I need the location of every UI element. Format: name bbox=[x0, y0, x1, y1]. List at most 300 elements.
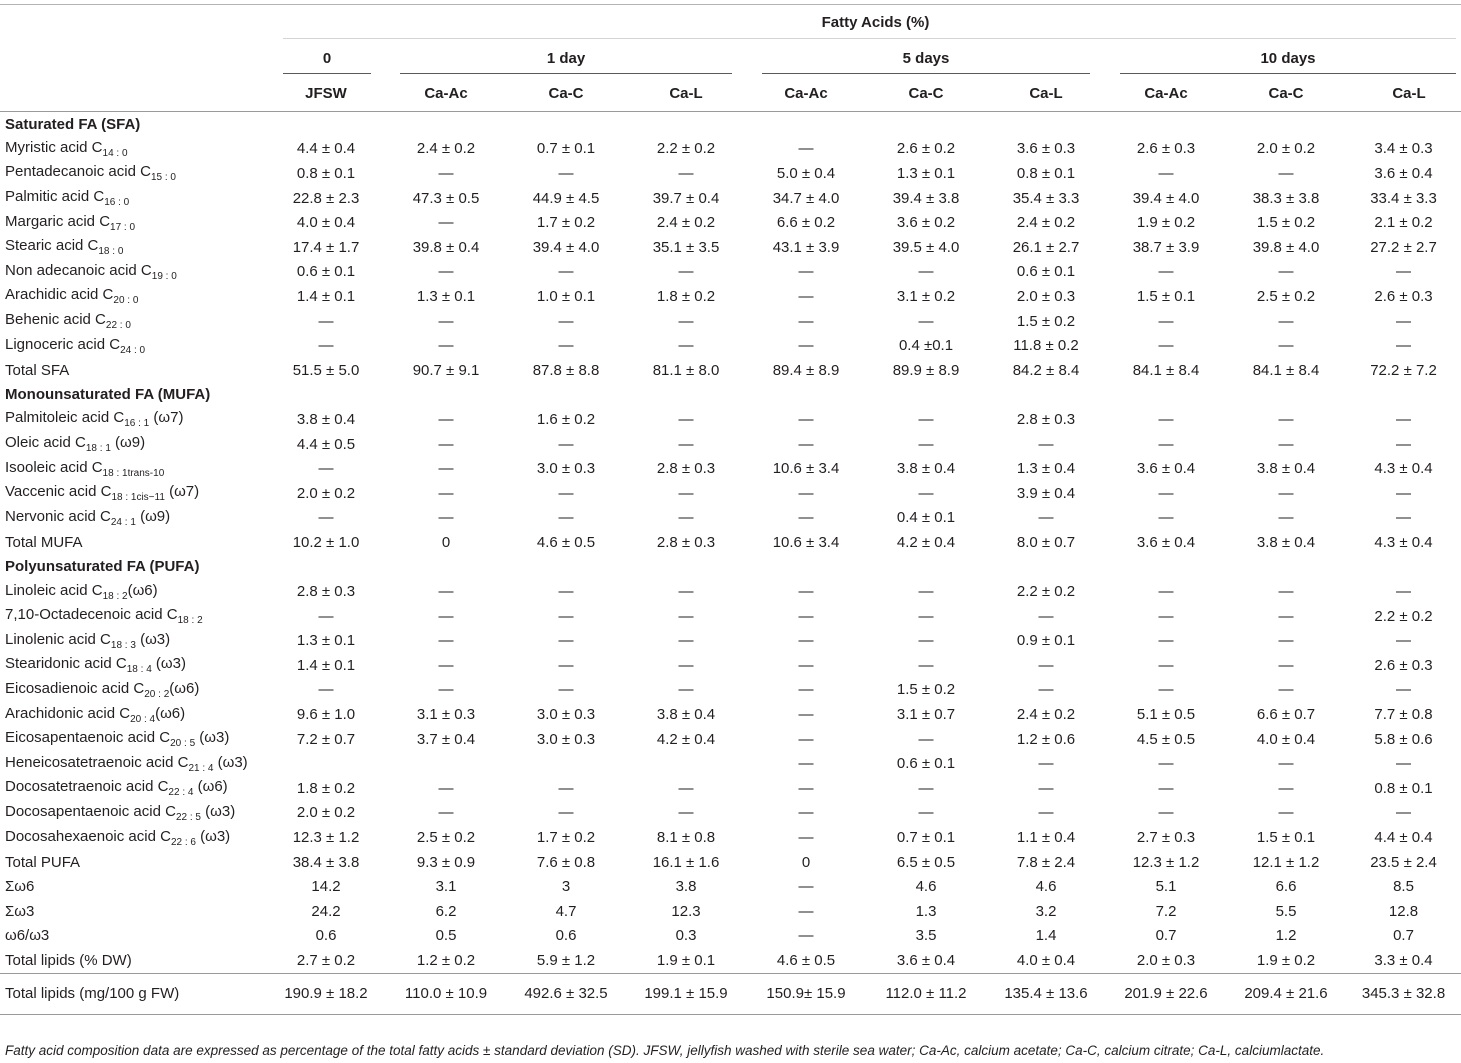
table-cell: — bbox=[918, 263, 934, 281]
table-row bbox=[0, 604, 1461, 629]
table-cell: 0.7 bbox=[1155, 927, 1177, 945]
table-cell: 1.4 ± 0.1 bbox=[296, 287, 356, 305]
carbon-notation: 18 : 0 bbox=[98, 246, 124, 258]
fatty-acid-name: Arachidic acid C bbox=[5, 286, 114, 304]
table-cell: 23.5 ± 2.4 bbox=[1370, 853, 1437, 871]
table-cell: — bbox=[1158, 410, 1174, 428]
table-cell: 4.6 bbox=[915, 878, 937, 896]
table-cell: 2.6 ± 0.2 bbox=[896, 140, 956, 158]
table-cell: 1.8 ± 0.2 bbox=[656, 287, 716, 305]
table-cell: 39.8 ± 4.0 bbox=[1252, 238, 1320, 256]
table-cell: — bbox=[798, 804, 814, 822]
carbon-notation: 15 : 0 bbox=[150, 172, 176, 184]
table-cell: 2.8 ± 0.3 bbox=[656, 460, 716, 478]
table-cell: — bbox=[1038, 435, 1054, 453]
table-cell: — bbox=[1278, 337, 1294, 355]
table-cell: 1.8 ± 0.2 bbox=[296, 779, 356, 797]
table-row bbox=[0, 653, 1461, 678]
table-row bbox=[0, 137, 1461, 162]
table-cell: — bbox=[438, 460, 454, 478]
table-cell: 12.3 bbox=[671, 902, 701, 920]
carbon-notation: 20 : 0 bbox=[113, 295, 139, 307]
carbon-notation: 22 : 6 bbox=[170, 836, 196, 848]
table-cell: 8.0 ± 0.7 bbox=[1016, 533, 1076, 551]
column-header: Ca-Ac bbox=[424, 85, 468, 102]
table-cell: — bbox=[558, 337, 574, 355]
table-cell: — bbox=[1396, 583, 1412, 601]
fatty-acid-name: Heneicosatetraenoic acid C bbox=[5, 753, 189, 771]
table-cell: 7.7 ± 0.8 bbox=[1374, 706, 1433, 724]
carbon-notation: 18 : 2 bbox=[177, 615, 203, 627]
table-cell: 0.6 ± 0.1 bbox=[296, 263, 356, 281]
table-cell: — bbox=[1038, 607, 1054, 625]
row-label bbox=[0, 702, 266, 727]
table-cell: 89.4 ± 8.9 bbox=[772, 361, 840, 379]
table-cell: — bbox=[1038, 681, 1054, 699]
table-cell: — bbox=[798, 927, 814, 945]
fatty-acid-name: Total lipids (mg/100 g FW) bbox=[5, 985, 180, 1003]
table-cell: — bbox=[918, 632, 934, 650]
table-cell: 4.6 bbox=[1035, 878, 1057, 896]
table-cell: — bbox=[438, 484, 454, 502]
table-cell: 2.8 ± 0.3 bbox=[656, 533, 716, 551]
table-cell: 4.4 ± 0.5 bbox=[296, 435, 356, 453]
table-cell: 7.8 ± 2.4 bbox=[1016, 853, 1076, 871]
table-cell: — bbox=[558, 607, 574, 625]
table-cell: — bbox=[918, 410, 934, 428]
table-cell: 27.2 ± 2.7 bbox=[1370, 238, 1437, 256]
table-cell: 2.7 ± 0.2 bbox=[296, 951, 356, 969]
omega-class: (ω3) bbox=[195, 827, 231, 845]
table-cell: 2.0 ± 0.2 bbox=[296, 804, 356, 822]
table-cell: 0.6 ± 0.1 bbox=[1016, 263, 1076, 281]
table-cell: 6.2 bbox=[435, 902, 457, 920]
table-row bbox=[0, 456, 1461, 481]
table-cell: 3.1 ± 0.7 bbox=[896, 706, 956, 724]
column-header: Ca-C bbox=[908, 85, 944, 102]
table-cell: — bbox=[438, 164, 454, 182]
section-row bbox=[0, 383, 1461, 408]
table-cell: 2.4 ± 0.2 bbox=[416, 140, 476, 158]
table-cell: 0.5 bbox=[435, 927, 457, 945]
carbon-notation: 24 : 0 bbox=[120, 344, 146, 356]
table-cell: 199.1 ± 15.9 bbox=[626, 973, 746, 1014]
table-cell: — bbox=[798, 583, 814, 601]
table-cell: 3.4 ± 0.3 bbox=[1374, 140, 1433, 158]
fatty-acid-name: Σω6 bbox=[5, 878, 35, 896]
table-cell: 2.2 ± 0.2 bbox=[1016, 583, 1076, 601]
table-cell: — bbox=[1158, 607, 1174, 625]
table-cell: 1.4 bbox=[1035, 927, 1057, 945]
row-label bbox=[0, 530, 266, 555]
fatty-acid-name: 7,10-Octadecenoic acid C bbox=[5, 606, 178, 624]
section-label: Polyunsaturated FA (PUFA) bbox=[5, 558, 200, 576]
row-label bbox=[0, 358, 266, 383]
table-cell: 112.0 ± 11.2 bbox=[866, 973, 986, 1014]
table-body bbox=[0, 112, 1461, 1015]
table-cell: 3.6 ± 0.4 bbox=[1136, 460, 1196, 478]
row-label bbox=[0, 801, 266, 826]
table-cell: — bbox=[558, 164, 574, 182]
table-cell: — bbox=[798, 337, 814, 355]
table-cell: — bbox=[678, 779, 694, 797]
table-cell bbox=[386, 751, 506, 776]
table-cell: — bbox=[918, 804, 934, 822]
omega-class: (ω3) bbox=[195, 729, 230, 747]
table-cell: 1.5 ± 0.2 bbox=[896, 681, 956, 699]
table-cell: 4.6 ± 0.5 bbox=[536, 533, 596, 551]
table-cell bbox=[506, 751, 626, 776]
fatty-acid-name: Palmitic acid C bbox=[5, 188, 105, 206]
table-cell: 3.7 ± 0.4 bbox=[416, 730, 476, 748]
table-cell: 1.9 ± 0.2 bbox=[1136, 214, 1196, 232]
table-cell: — bbox=[1158, 656, 1174, 674]
table-cell: 2.6 ± 0.3 bbox=[1374, 656, 1433, 674]
omega-class: (ω3) bbox=[135, 630, 171, 648]
table-cell: 8.1 ± 0.8 bbox=[656, 829, 716, 847]
title-rule bbox=[283, 38, 1456, 39]
row-label bbox=[0, 776, 266, 801]
table-cell: 4.4 ± 0.4 bbox=[1374, 829, 1433, 847]
table-cell: — bbox=[1158, 779, 1174, 797]
table-cell: 3.2 bbox=[1035, 902, 1057, 920]
table-cell: — bbox=[1278, 607, 1294, 625]
fatty-acid-name: Behenic acid C bbox=[5, 311, 106, 329]
table-cell: 345.3 ± 32.8 bbox=[1346, 973, 1461, 1014]
column-header: Ca-Ac bbox=[784, 85, 828, 102]
row-label bbox=[0, 456, 266, 481]
row-label bbox=[0, 137, 266, 162]
table-cell: — bbox=[1158, 632, 1174, 650]
table-row bbox=[0, 186, 1461, 211]
table-cell: — bbox=[558, 779, 574, 797]
carbon-notation: 22 : 0 bbox=[105, 320, 131, 332]
omega-class: (ω7) bbox=[149, 409, 184, 427]
table-cell: 47.3 ± 0.5 bbox=[412, 189, 480, 207]
table-cell: 8.5 bbox=[1393, 878, 1414, 896]
table-cell: 3.3 ± 0.4 bbox=[1374, 951, 1433, 969]
table-row bbox=[0, 284, 1461, 309]
table-cell: 150.9± 15.9 bbox=[746, 973, 866, 1014]
table-cell: — bbox=[318, 607, 334, 625]
table-cell: — bbox=[918, 583, 934, 601]
table-cell: 5.0 ± 0.4 bbox=[776, 164, 836, 182]
column-header: Ca-Ac bbox=[1144, 85, 1188, 102]
fatty-acid-name: Docosatetraenoic acid C bbox=[5, 778, 169, 796]
table-cell: 3.8 ± 0.4 bbox=[296, 410, 356, 428]
table-row bbox=[0, 850, 1461, 875]
table-row bbox=[0, 628, 1461, 653]
table-cell: — bbox=[558, 632, 574, 650]
table-cell: 0.8 ± 0.1 bbox=[296, 164, 356, 182]
table-cell: — bbox=[678, 164, 694, 182]
row-label bbox=[0, 579, 266, 604]
fatty-acid-name: Palmitoleic acid C bbox=[5, 409, 125, 427]
table-cell: 1.2 ± 0.2 bbox=[416, 951, 476, 969]
row-label bbox=[0, 432, 266, 457]
table-cell: — bbox=[918, 312, 934, 330]
table-cell: 9.6 ± 1.0 bbox=[296, 706, 356, 724]
table-cell: 1.7 ± 0.2 bbox=[536, 214, 596, 232]
table-cell: — bbox=[1278, 484, 1294, 502]
table-cell: — bbox=[798, 779, 814, 797]
table-cell: 0.6 bbox=[315, 927, 337, 945]
table-cell: 1.1 ± 0.4 bbox=[1016, 829, 1076, 847]
table-top-rule bbox=[0, 4, 1461, 5]
table-cell: 10.6 ± 3.4 bbox=[772, 533, 840, 551]
fatty-acid-name: Isooleic acid C bbox=[5, 458, 103, 476]
table-cell: 3.0 ± 0.3 bbox=[536, 706, 596, 724]
table-cell: 12.1 ± 1.2 bbox=[1252, 853, 1320, 871]
table-cell: — bbox=[1278, 755, 1294, 773]
table-cell: 81.1 ± 8.0 bbox=[652, 361, 720, 379]
table-cell: 1.3 ± 0.4 bbox=[1016, 460, 1076, 478]
table-cell: 35.1 ± 3.5 bbox=[652, 238, 720, 256]
table-cell: — bbox=[1278, 632, 1294, 650]
table-cell: 84.1 ± 8.4 bbox=[1252, 361, 1320, 379]
table-cell: 1.3 ± 0.1 bbox=[296, 632, 356, 650]
row-label bbox=[0, 628, 266, 653]
table-cell: — bbox=[678, 607, 694, 625]
table-cell: — bbox=[798, 755, 814, 773]
row-label bbox=[0, 874, 266, 899]
omega-class: (ω6) bbox=[193, 778, 228, 796]
carbon-notation: 18 : 3 bbox=[110, 639, 136, 651]
table-row bbox=[0, 235, 1461, 260]
table-cell: 38.3 ± 3.8 bbox=[1252, 189, 1320, 207]
carbon-notation: 18 : 1cis−11 bbox=[111, 492, 165, 504]
table-cell: 4.6 ± 0.5 bbox=[776, 951, 836, 969]
fatty-acid-table bbox=[0, 111, 1461, 1015]
table-cell: — bbox=[678, 312, 694, 330]
table-cell: 3.8 ± 0.4 bbox=[1256, 533, 1316, 551]
table-row bbox=[0, 751, 1461, 776]
row-label bbox=[0, 161, 266, 186]
table-cell: 84.2 ± 8.4 bbox=[1012, 361, 1080, 379]
table-cell: — bbox=[1396, 435, 1412, 453]
table-cell: 2.5 ± 0.2 bbox=[416, 829, 476, 847]
table-row bbox=[0, 874, 1461, 899]
table-cell: 0.7 bbox=[1393, 927, 1414, 945]
row-label bbox=[0, 235, 266, 260]
table-cell: — bbox=[1158, 164, 1174, 182]
table-cell: — bbox=[798, 607, 814, 625]
table-cell: — bbox=[918, 484, 934, 502]
row-label bbox=[0, 727, 266, 752]
table-cell: — bbox=[1038, 755, 1054, 773]
table-cell: — bbox=[1158, 337, 1174, 355]
row-label bbox=[0, 284, 266, 309]
group-rule-0 bbox=[283, 73, 371, 74]
table-cell: 110.0 ± 10.9 bbox=[386, 973, 506, 1014]
fatty-acid-name: Total lipids (% DW) bbox=[5, 951, 132, 969]
table-cell: — bbox=[438, 337, 454, 355]
table-cell: 6.6 ± 0.7 bbox=[1256, 706, 1316, 724]
table-cell: 1.5 ± 0.1 bbox=[1136, 287, 1196, 305]
column-header: Ca-C bbox=[548, 85, 584, 102]
table-cell: — bbox=[918, 779, 934, 797]
table-cell: 35.4 ± 3.3 bbox=[1012, 189, 1080, 207]
carbon-notation: 18 : 4 bbox=[126, 664, 152, 676]
table-cell: 5.5 bbox=[1275, 902, 1297, 920]
table-cell: 12.3 ± 1.2 bbox=[1132, 853, 1200, 871]
table-cell: 39.5 ± 4.0 bbox=[892, 238, 960, 256]
group-rule-1-day bbox=[400, 73, 732, 74]
table-cell: — bbox=[318, 460, 334, 478]
row-label bbox=[0, 850, 266, 875]
table-cell: 11.8 ± 0.2 bbox=[1013, 337, 1079, 355]
fatty-acid-name: Eicosadienoic acid C bbox=[5, 679, 145, 697]
table-cell: 17.4 ± 1.7 bbox=[292, 238, 360, 256]
table-cell: 84.1 ± 8.4 bbox=[1132, 361, 1200, 379]
table-cell: — bbox=[678, 656, 694, 674]
table-cell: 5.1 ± 0.5 bbox=[1136, 706, 1196, 724]
table-cell: 87.8 ± 8.8 bbox=[532, 361, 600, 379]
table-cell: 1.4 ± 0.1 bbox=[296, 656, 356, 674]
table-cell: 0.8 ± 0.1 bbox=[1374, 779, 1433, 797]
fatty-acid-name: Oleic acid C bbox=[5, 434, 86, 452]
table-cell: — bbox=[678, 509, 694, 527]
table-row bbox=[0, 825, 1461, 850]
row-label bbox=[0, 751, 266, 776]
table-cell: — bbox=[1396, 263, 1412, 281]
table-cell: — bbox=[1396, 681, 1412, 699]
table-cell: — bbox=[798, 435, 814, 453]
table-cell: 4.0 ± 0.4 bbox=[296, 214, 356, 232]
table-cell: 1.3 ± 0.1 bbox=[416, 287, 476, 305]
row-label bbox=[0, 407, 266, 432]
table-cell: 9.3 ± 0.9 bbox=[416, 853, 476, 871]
table-row bbox=[0, 481, 1461, 506]
table-cell: 1.9 ± 0.2 bbox=[1256, 951, 1316, 969]
table-cell: 43.1 ± 3.9 bbox=[772, 238, 840, 256]
column-header: Ca-L bbox=[1029, 85, 1063, 102]
fatty-acid-name: Lignoceric acid C bbox=[5, 335, 121, 353]
table-cell: — bbox=[1278, 583, 1294, 601]
table-cell: — bbox=[1038, 779, 1054, 797]
table-cell: — bbox=[1278, 509, 1294, 527]
table-cell: — bbox=[798, 312, 814, 330]
fatty-acid-name: Docosahexaenoic acid C bbox=[5, 827, 171, 845]
fatty-acid-name: Total MUFA bbox=[5, 533, 83, 551]
table-cell: 44.9 ± 4.5 bbox=[532, 189, 600, 207]
carbon-notation: 14 : 0 bbox=[102, 147, 128, 159]
table-cell: 1.5 ± 0.2 bbox=[1256, 214, 1316, 232]
table-cell: 4.2 ± 0.4 bbox=[896, 533, 956, 551]
table-cell: 2.0 ± 0.3 bbox=[1136, 951, 1196, 969]
table-cell: 2.0 ± 0.3 bbox=[1016, 287, 1076, 305]
group-header-0: 0 bbox=[322, 50, 332, 67]
table-row bbox=[0, 973, 1461, 1014]
table-cell: — bbox=[798, 878, 814, 896]
group-header-5-days: 5 days bbox=[902, 50, 950, 67]
table-cell: — bbox=[678, 484, 694, 502]
table-cell: 51.5 ± 5.0 bbox=[292, 361, 360, 379]
table-cell: — bbox=[798, 656, 814, 674]
table-cell: — bbox=[558, 681, 574, 699]
table-cell: — bbox=[1396, 755, 1412, 773]
table-cell: 3.1 ± 0.3 bbox=[416, 706, 476, 724]
table-cell: — bbox=[1038, 804, 1054, 822]
table-cell: — bbox=[438, 263, 454, 281]
fatty-acid-name: Arachidonic acid C bbox=[5, 704, 131, 722]
table-cell: — bbox=[798, 263, 814, 281]
table-cell: 7.2 bbox=[1155, 902, 1177, 920]
table-cell: 0.4 ±0.1 bbox=[898, 337, 954, 355]
row-label bbox=[0, 309, 266, 334]
table-cell: — bbox=[318, 509, 334, 527]
table-cell: 3.6 ± 0.4 bbox=[896, 951, 956, 969]
column-header: Ca-L bbox=[1392, 85, 1426, 102]
table-cell: 0 bbox=[801, 853, 811, 871]
table-cell: — bbox=[438, 214, 454, 232]
fatty-acid-name: Linoleic acid C bbox=[5, 581, 103, 599]
group-header-10-days: 10 days bbox=[1260, 50, 1316, 67]
table-cell: 4.0 ± 0.4 bbox=[1016, 951, 1076, 969]
table-row bbox=[0, 702, 1461, 727]
table-cell: 6.5 ± 0.5 bbox=[896, 853, 956, 871]
table-row bbox=[0, 678, 1461, 703]
table-cell: 16.1 ± 1.6 bbox=[652, 853, 720, 871]
table-cell: — bbox=[1278, 410, 1294, 428]
table-cell: 6.6 bbox=[1275, 878, 1297, 896]
table-cell: — bbox=[678, 804, 694, 822]
table-cell: 3.8 bbox=[675, 878, 697, 896]
table-cell: — bbox=[318, 337, 334, 355]
table-cell: — bbox=[1158, 263, 1174, 281]
table-cell: 1.5 ± 0.2 bbox=[1016, 312, 1076, 330]
table-cell: 3.8 ± 0.4 bbox=[1256, 460, 1316, 478]
table-cell bbox=[266, 751, 386, 776]
table-cell: 0.8 ± 0.1 bbox=[1016, 164, 1076, 182]
table-cell: — bbox=[1278, 435, 1294, 453]
table-cell: 1.2 bbox=[1275, 927, 1297, 945]
table-cell: — bbox=[558, 484, 574, 502]
table-cell: — bbox=[678, 583, 694, 601]
table-cell: — bbox=[1278, 804, 1294, 822]
group-rule-10-days bbox=[1120, 73, 1456, 74]
table-cell: 39.4 ± 3.8 bbox=[892, 189, 960, 207]
table-cell: 39.7 ± 0.4 bbox=[652, 189, 720, 207]
table-row bbox=[0, 579, 1461, 604]
table-cell: — bbox=[438, 632, 454, 650]
table-cell: 0.7 ± 0.1 bbox=[536, 140, 596, 158]
row-label bbox=[0, 260, 266, 285]
table-cell: — bbox=[798, 140, 814, 158]
table-cell: 90.7 ± 9.1 bbox=[412, 361, 480, 379]
table-footnote: Fatty acid composition data are expressed as percentage of the total fatty acids ± standard deviation (SD). JFSW, jellyfish washed with sterile sea water; Ca-Ac, calcium acetate; Ca-C, calcium citrate; Ca-L, calciumlactate. bbox=[5, 1043, 1325, 1058]
table-cell: 5.1 bbox=[1155, 878, 1177, 896]
table-row bbox=[0, 948, 1461, 973]
table-row bbox=[0, 506, 1461, 531]
table-cell: 22.8 ± 2.3 bbox=[292, 189, 360, 207]
row-label bbox=[0, 973, 266, 1014]
table-row bbox=[0, 727, 1461, 752]
table-cell: — bbox=[438, 681, 454, 699]
table-cell: 2.2 ± 0.2 bbox=[656, 140, 716, 158]
row-label bbox=[0, 899, 266, 924]
carbon-notation: 19 : 0 bbox=[151, 270, 177, 282]
table-cell: 0.9 ± 0.1 bbox=[1016, 632, 1076, 650]
table-cell: 4.5 ± 0.5 bbox=[1136, 730, 1196, 748]
row-label bbox=[0, 825, 266, 850]
table-cell: 3.0 ± 0.3 bbox=[536, 730, 596, 748]
table-cell: — bbox=[1396, 509, 1412, 527]
table-cell: 0.3 bbox=[675, 927, 697, 945]
section-label: Monounsaturated FA (MUFA) bbox=[5, 386, 211, 404]
table-cell: — bbox=[1278, 681, 1294, 699]
table-cell: — bbox=[438, 779, 454, 797]
